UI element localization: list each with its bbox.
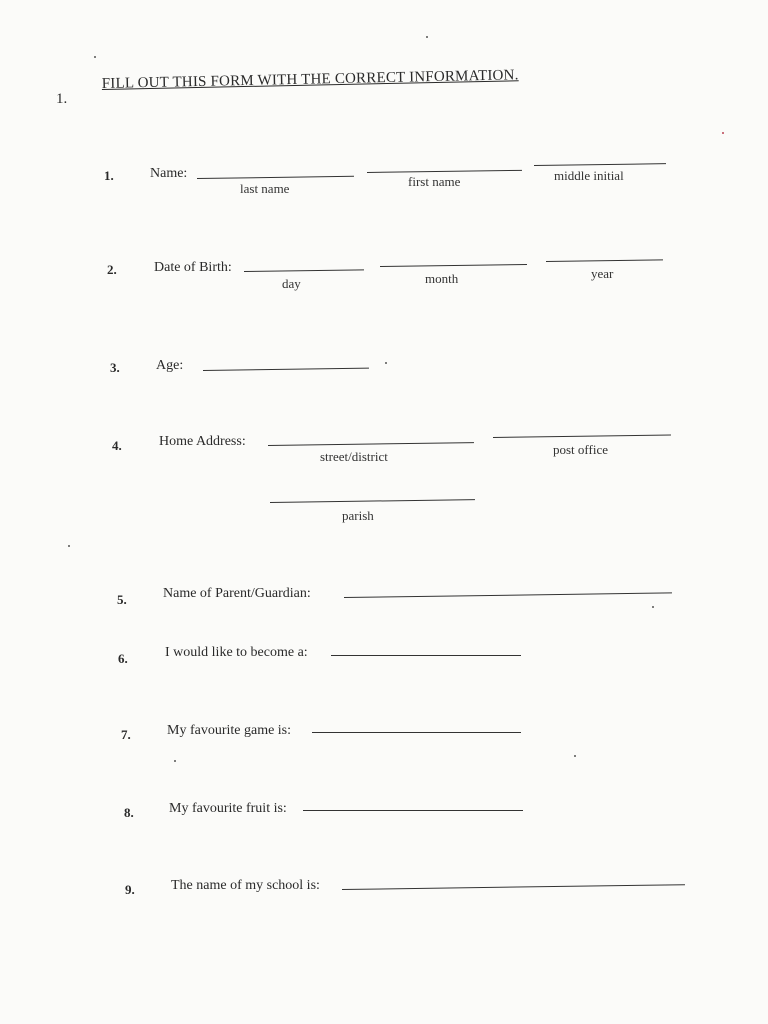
scan-speck — [574, 755, 576, 757]
age-label: Age: — [156, 358, 184, 373]
first-name-sublabel: first name — [408, 174, 461, 189]
last-name-sublabel: last name — [240, 181, 290, 196]
parent-guardian-line[interactable] — [344, 592, 672, 598]
street-district-sublabel: street/district — [320, 449, 388, 464]
middle-initial-line[interactable] — [534, 163, 666, 166]
scan-speck — [94, 56, 96, 58]
favourite-fruit-line[interactable] — [303, 810, 523, 811]
field-number: 5. — [117, 592, 127, 607]
parent-guardian-label: Name of Parent/Guardian: — [163, 586, 311, 601]
scan-speck — [426, 36, 428, 38]
section-number: 1. — [56, 91, 68, 107]
name-label: Name: — [150, 166, 188, 181]
month-line[interactable] — [380, 264, 527, 267]
home-address-label: Home Address: — [159, 434, 246, 449]
become-label: I would like to become a: — [165, 645, 308, 660]
field-number: 2. — [107, 262, 117, 277]
field-number: 4. — [112, 438, 122, 453]
school-name-label: The name of my school is: — [171, 878, 320, 893]
parish-sublabel: parish — [342, 508, 374, 523]
field-number: 9. — [125, 882, 135, 897]
field-number: 8. — [124, 805, 134, 820]
middle-initial-sublabel: middle initial — [554, 168, 624, 183]
month-sublabel: month — [425, 271, 459, 286]
post-office-line[interactable] — [493, 435, 671, 438]
age-line[interactable] — [203, 368, 369, 371]
scan-speck — [722, 132, 724, 134]
become-line[interactable] — [331, 655, 521, 656]
scan-speck — [385, 362, 387, 364]
scan-speck — [652, 606, 654, 608]
post-office-sublabel: post office — [553, 442, 608, 457]
favourite-game-label: My favourite game is: — [167, 723, 292, 738]
field-number: 1. — [104, 168, 114, 183]
first-name-line[interactable] — [367, 170, 522, 173]
scan-speck — [68, 545, 70, 547]
year-line[interactable] — [546, 259, 663, 262]
street-district-line[interactable] — [268, 442, 474, 446]
favourite-fruit-label: My favourite fruit is: — [169, 801, 287, 816]
favourite-game-line[interactable] — [312, 732, 521, 733]
form-heading: FILL OUT THIS FORM WITH THE CORRECT INFORMATION. — [101, 67, 519, 93]
last-name-line[interactable] — [197, 176, 354, 179]
parish-line[interactable] — [270, 499, 475, 503]
field-number: 6. — [118, 651, 128, 666]
day-sublabel: day — [282, 276, 301, 291]
field-number: 3. — [110, 360, 120, 375]
year-sublabel: year — [591, 266, 614, 281]
date-of-birth-label: Date of Birth: — [154, 260, 232, 275]
field-number: 7. — [121, 727, 131, 742]
day-line[interactable] — [244, 269, 364, 272]
scan-speck — [174, 760, 176, 762]
school-name-line[interactable] — [342, 884, 685, 890]
